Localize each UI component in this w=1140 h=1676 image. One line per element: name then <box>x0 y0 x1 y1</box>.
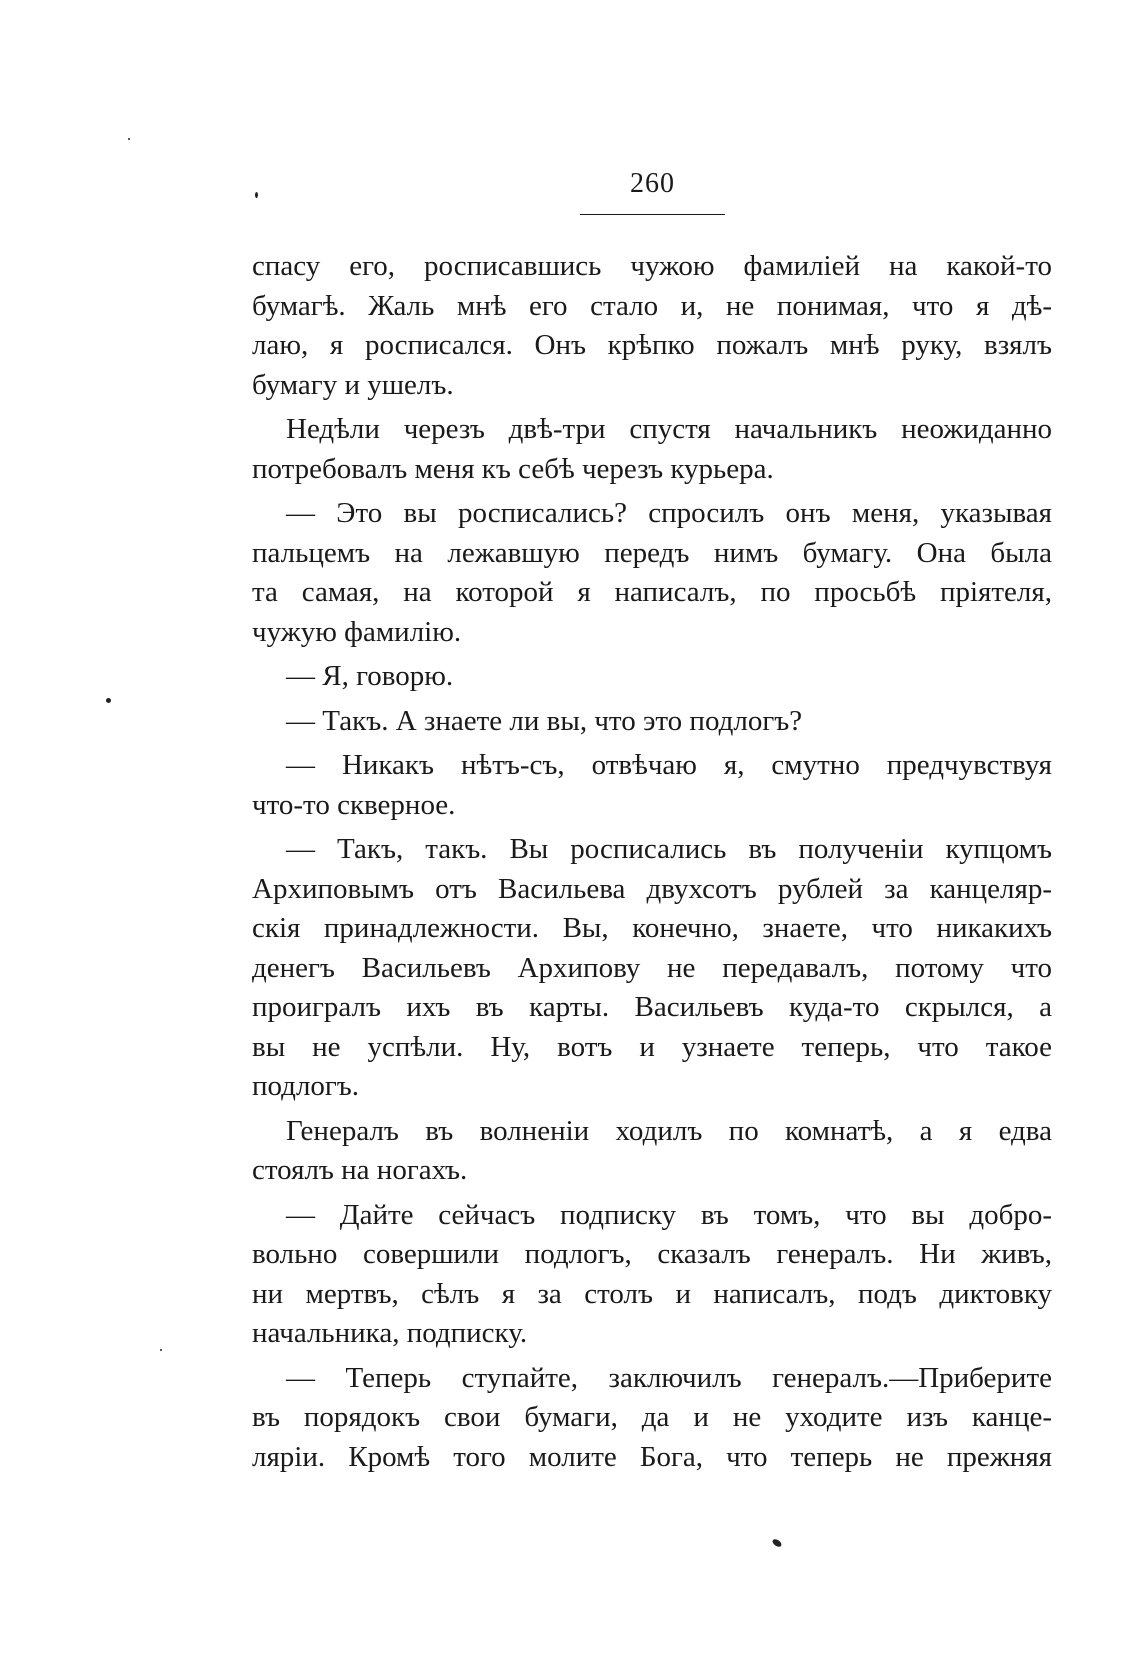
text-line: въ порядокъ свои бумаги, да и не уходите изъ канце- <box>252 1401 1052 1433</box>
text-line: — Теперь ступайте, заключилъ генералъ.—Приберите <box>286 1361 1052 1394</box>
paragraph <box>252 830 1052 1107</box>
text-line: Архиповымъ отъ Васильева двухсотъ рублей за канцеляр- <box>252 872 1052 905</box>
text-line: пальцемъ на лежавшую передъ нимъ бумагу. Она была <box>252 536 1052 569</box>
text-line: лаю, я росписался. Онъ крѣпко пожалъ мнѣ руку, взялъ <box>252 329 1052 361</box>
scan-speck <box>255 192 258 198</box>
scan-speck <box>160 1349 162 1351</box>
paragraph <box>252 494 1052 652</box>
text-line: что-то скверное. <box>252 788 456 821</box>
page-number: 260 <box>630 168 675 199</box>
text-line: ни мертвъ, сѣлъ я за столъ и написалъ, подъ диктовку <box>252 1277 1052 1310</box>
text-line: Недѣли черезъ двѣ-три спустя начальникъ неожиданно <box>286 413 1052 445</box>
scan-speck <box>128 138 130 140</box>
text-line: бумагѣ. Жаль мнѣ его стало и, не понимая, что я дѣ- <box>252 289 1052 322</box>
text-line: ляріи. Кромѣ того молите Бога, что теперь не прежняя <box>252 1440 1052 1473</box>
paragraph <box>252 1112 1052 1191</box>
text-line: спасу его, росписавшись чужою фамиліей на какой-то <box>252 250 1052 282</box>
body-text <box>252 247 1052 1482</box>
text-line: проигралъ ихъ въ карты. Васильевъ куда-то скрылся, а <box>252 991 1052 1023</box>
text-line: — Такъ, такъ. Вы росписались въ полученіи купцомъ <box>286 833 1052 865</box>
paragraph <box>252 410 1052 489</box>
text-line: стоялъ на ногахъ. <box>252 1154 468 1186</box>
text-line: та самая, на которой я написалъ, по просьбѣ пріятеля, <box>252 576 1052 608</box>
scan-speck <box>106 698 111 703</box>
paragraph <box>252 247 1052 405</box>
paragraph <box>252 657 1052 697</box>
text-line: — Я, говорю. <box>286 660 454 692</box>
text-line: потребовалъ меня къ себѣ черезъ курьера. <box>252 452 774 485</box>
text-line: — Никакъ нѣтъ-съ, отвѣчаю я, смутно предчувствуя <box>286 749 1052 781</box>
text-line: Генералъ въ волненіи ходилъ по комнатѣ, а я едва <box>286 1114 1052 1147</box>
paragraph <box>252 1359 1052 1478</box>
text-line: — Такъ. А знаете ли вы, что это подлогъ? <box>286 704 803 737</box>
paragraph <box>252 1196 1052 1354</box>
text-line: скія принадлежности. Вы, конечно, знаете, что никакихъ <box>252 912 1052 944</box>
text-line: — Дайте сейчасъ подписку въ томъ, что вы добро- <box>286 1198 1052 1231</box>
text-line: бумагу и ушелъ. <box>252 368 454 401</box>
page-number-rule <box>580 214 725 215</box>
text-line: денегъ Васильевъ Архипову не передавалъ, потому что <box>252 951 1052 984</box>
text-line: — Это вы росписались? спросилъ онъ меня, указывая <box>286 497 1052 529</box>
scan-speck <box>771 1538 783 1549</box>
text-line: подлогъ. <box>252 1070 360 1102</box>
paragraph <box>252 702 1052 742</box>
text-line: вы не успѣли. Ну, вотъ и узнаете теперь, что такое <box>252 1030 1052 1063</box>
paragraph <box>252 746 1052 825</box>
text-line: чужую фамилію. <box>252 615 462 648</box>
text-line: вольно совершили подлогъ, сказалъ генералъ. Ни живъ, <box>252 1238 1052 1270</box>
text-line: начальника, подписку. <box>252 1317 528 1349</box>
